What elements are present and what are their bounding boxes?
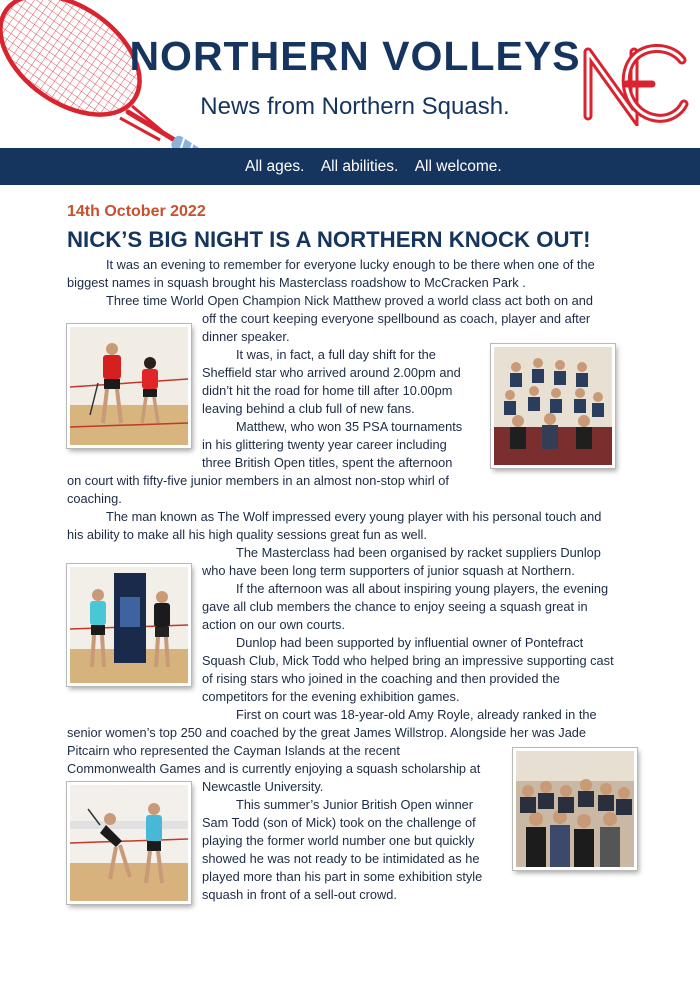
body-line: Commonwealth Games and is currently enjoying a squash scholarship at [67,761,481,776]
body-line: leaving behind a club full of new fans. [202,401,415,416]
masthead-subtitle: News from Northern Squash. [200,93,510,120]
body-line: Squash Club, Mick Todd who helped bring an impressive supporting cast [202,653,614,668]
body-line: Newcastle University. [202,779,324,794]
body-line: It was, in fact, a full day shift for the [236,347,436,362]
body-line: showed he was not ready to be intimidated as he [202,851,480,866]
body-line: off the court keeping everyone spellbound as coach, player and after [202,311,591,326]
body-line: didn’t hit the road for home till after 10.00pm [202,383,453,398]
body-line: If the afternoon was all about inspiring young players, the evening [236,581,609,596]
body-line: gave all club members the chance to enjoy seeing a squash great in [202,599,588,614]
body-line: Three time World Open Champion Nick Matthew proved a world class act both on and [106,293,593,308]
body-line: on court with fifty-five junior members in an almost non-stop whirl of [67,473,449,488]
body-line: Pitcairn who represented the Cayman Islands at the recent [67,743,400,758]
body-line: Dunlop had been supported by influential owner of Pontefract [236,635,584,650]
club-monogram-logo [578,38,690,126]
body-line: The man known as The Wolf impressed every young player with his personal touch and [106,509,602,524]
body-line: competitors for the evening exhibition games. [202,689,460,704]
tagline: All ages. All abilities. All welcome. [245,158,502,175]
body-line: First on court was 18-year-old Amy Royle, already ranked in the [236,707,597,722]
body-line: who have been long term supporters of junior squash at Northern. [202,563,575,578]
body-line: This summer’s Junior British Open winner [236,797,474,812]
body-line: The Masterclass had been organised by racket suppliers Dunlop [236,545,601,560]
article-date: 14th October 2022 [67,203,206,220]
masthead-title: NORTHERN VOLLEYS [129,33,581,79]
body-line: coaching. [67,491,122,506]
article-headline: NICK’S BIG NIGHT IS A NORTHERN KNOCK OUT! [67,227,591,252]
body-line: senior women’s top 250 and coached by the great James Willstrop. Alongside her was Jade [67,725,587,740]
photo-crowd [513,748,637,870]
photo-junior-group [491,344,615,468]
photo-coaching-junior [67,324,191,448]
body-line: played more than his part in some exhibition style [202,869,483,884]
photo-players-banner [67,564,191,686]
body-line: Sam Todd (son of Mick) took on the challenge of [202,815,476,830]
body-line: in his glittering twenty year career including [202,437,447,452]
body-line: playing the former world number one but quickly [202,833,475,848]
body-line: biggest names in squash brought his Masterclass roadshow to McCracken Park . [67,275,526,290]
body-line: It was an evening to remember for everyone lucky enough to be there when one of the [106,257,595,272]
body-line: of rising stars who joined in the coaching and then provided the [202,671,560,686]
body-line: action on our own courts. [202,617,345,632]
photo-exhibition-match [67,782,191,904]
body-line: three British Open titles, spent the afternoon [202,455,453,470]
body-line: Sheffield star who arrived around 2.00pm and [202,365,461,380]
body-line: Matthew, who won 35 PSA tournaments [236,419,463,434]
body-line: dinner speaker. [202,329,290,344]
body-line: his ability to make all his high quality sessions great fun as well. [67,527,427,542]
body-line: squash in front of a sell-out crowd. [202,887,397,902]
